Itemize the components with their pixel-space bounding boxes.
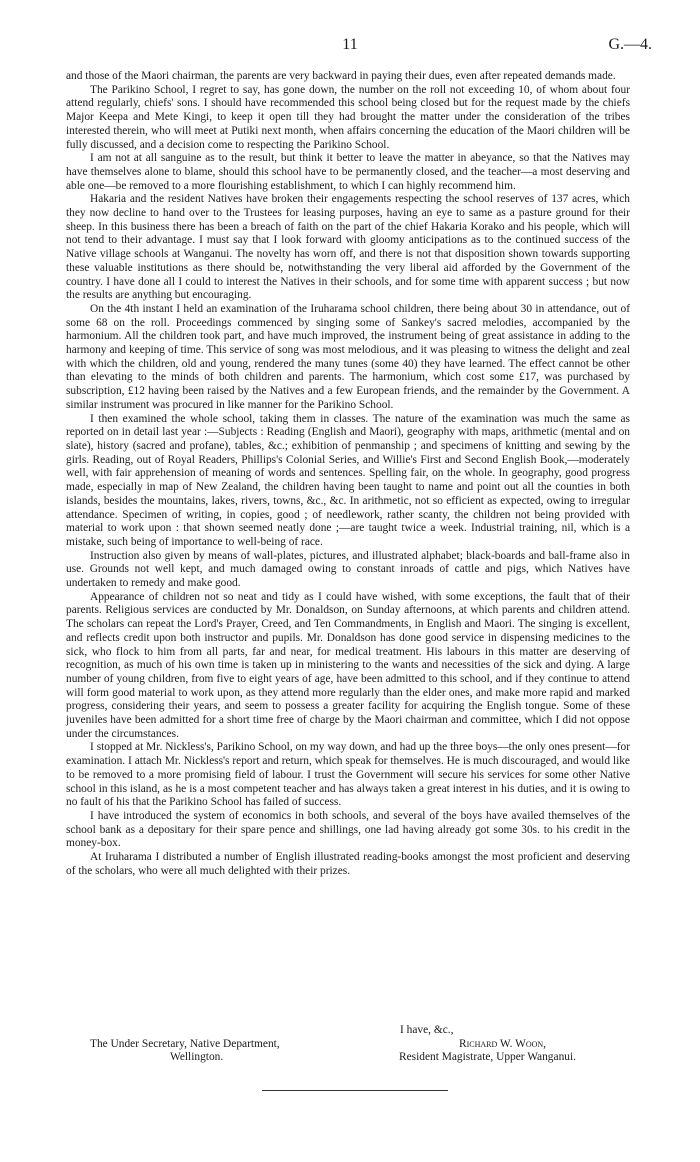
paragraph: and those of the Maori chairman, the parents are very backward in paying their dues, even after repeated demands made. [66, 70, 616, 82]
page-number: 11 [342, 36, 358, 53]
paragraph: The Parikino School, I regret to say, has gone down, the number on the roll not exceeding 10, of whom about four attend regularly, chiefs' sons. I should have recommended this school being closed but for the request made by the chiefs Major Keepa and Mete Kingi, to keep it open till they had brought the matter under the consideration of the tribes interested therein, who will meet at Putiki next month, when affairs concerning the education of the Maori children will be fully discussed, and a decision come to respecting the Parikino School. [66, 83, 630, 151]
paragraph: Hakaria and the resident Natives have broken their engagements respecting the school reserves of 137 acres, which they now decline to hand over to the Trustees for leasing purposes, having an eye to same as a pasture ground for their sheep. In this business there has been a breach of faith on the part of the chief Hakaria Korako and his people, which will not tend to their advantage. I must say that I look forward with gloomy anticipations as to the continued success of the Native village schools at Wanganui. The novelty has worn off, and there is not that disposition shown towards supporting these valuable institutions as there should be, notwithstanding the very liberal aid afforded by the Government of the country. I have done all I could to interest the Natives in their schools, and for some time with apparent success ; but now the results are anything but encouraging. [66, 193, 630, 302]
signature-name: Richard W. Woon, [459, 1037, 547, 1050]
addressee: The Under Secretary, Native Department, [90, 1037, 280, 1050]
page-reference: G.—4. [608, 36, 652, 53]
signature-title: Resident Magistrate, Upper Wanganui. [399, 1051, 576, 1064]
closing-line: I have, &c., [400, 1024, 454, 1036]
paragraph: I have introduced the system of economics in both schools, and several of the boys have availed themselves of the school bank as a depositary for their spare pence and shillings, one lad having already got some 30s. to his credit in the money-box. [66, 809, 630, 850]
paragraph: Appearance of children not so neat and tidy as I could have wished, with some exceptions, the fault that of their parents. Religious services are conducted by Mr. Donaldson, on Sunday afternoons, at which parents and children attend. The scholars can repeat the Lord's Prayer, Creed, and Ten Commandments, in English and Maori. The singing is excellent, and reflects credit upon both instructor and pupils. Mr. Donaldson has done good service in dispensing medicines to the sick, who flock to him from all parts, far and near, for medical treatment. His labours in this matter are deserving of recognition, as much of his own time is taken up in ministering to the wants and necessities of the sick and dying. A large number of young children, from five to eight years of age, have been admitted to this school, and if they continue to attend will form good material to work upon, as they attend more regularly than the elder ones, and make more rapid and marked progress, considering their years, and seem to possess a greater facility for acquiring the English tongue. Some of these juveniles have been admitted for a short time free of charge by the Maori chairman and committee, which I did not oppose under the circumstances. [66, 590, 630, 740]
paragraph: On the 4th instant I held an examination of the Iruharama school children, there being about 30 in attendance, out of some 68 on the roll. Proceedings commenced by singing some of Sankey's sacred melodies, accompanied by the harmonium. All the children took part, and have much improved, the instrument being of great assistance in adding to the harmony and keeping of time. This service of song was most melodious, and it was pleasing to witness the delight and zeal with which the children, old and young, rendered the many tunes (some 40) they have learned. The effect cannot be other than elevating to the minds of both children and parents. The harmonium, which cost some £17, was purchased by subscription, £12 having been raised by the Natives and a few European friends, and the remainder by the Government. A similar instrument was procured in like manner for the Parikino School. [66, 302, 630, 411]
letter-signoff [66, 1024, 630, 1065]
addressee-place: Wellington. [170, 1051, 224, 1064]
paragraph: At Iruharama I distributed a number of English illustrated reading-books amongst the most proficient and deserving of the scholars, who were all much delighted with their prizes. [66, 851, 630, 877]
paragraph: I am not at all sanguine as to the result, but think it better to leave the matter in abeyance, so that the Natives may have themselves alone to blame, should this school have to be permanently closed, and the teacher—a most deserving and able one—be removed to a more flourishing establishment, to which I can highly recommend him. [66, 152, 630, 192]
paragraph: Instruction also given by means of wall-plates, pictures, and illustrated alphabet; black-boards and ball-frame also in use. Grounds not well kept, and much damaged owing to constant inroads of cattle and pigs, which Natives have undertaken to remedy and make good. [66, 549, 630, 590]
paragraph: I stopped at Mr. Nickless's, Parikino School, on my way down, and had up the three boys—the only ones present—for examination. I attach Mr. Nickless's report and return, which speak for themselves. He is much discouraged, and would like to be removed to a more promising field of labour. I trust the Government will secure his services for some other Native school in this island, as he is a most competent teacher and has always taken a great interest in his duties, and it is owing to no fault of his that the Parikino School has failed of success. [66, 741, 630, 809]
report-body [66, 70, 630, 878]
paragraph: I then examined the whole school, taking them in classes. The nature of the examination was much the same as reported on in detail last year :—Subjects : Reading (English and Maori), geography with maps, arithmetic (mental and on slate), history (sacred and profane), tables, &c.; exhibition of penmanship ; and specimens of knitting and sewing by the girls. Reading, out of Royal Readers, Phillips's Colonial Series, and Willie's First and Second English Book,—moderately well, with fair apprehension of meaning of words and sentences. Spelling fair, on the whole. In geography, good progress made, especially in map of New Zealand, the children having been taught to name and point out all the counties in both islands, besides the mountains, lakes, rivers, towns, &c., &c. In arithmetic, not so efficient as expected, owing to irregular attendance. Specimen of writing, in copies, good ; of needlework, rather scanty, the children not being provided with material to work upon : that shown seemed neatly done ;—are taught twice a week. Industrial training, nil, which is a mistake, such being of importance to well-being of race. [66, 412, 630, 548]
closing-rule [262, 1090, 448, 1091]
